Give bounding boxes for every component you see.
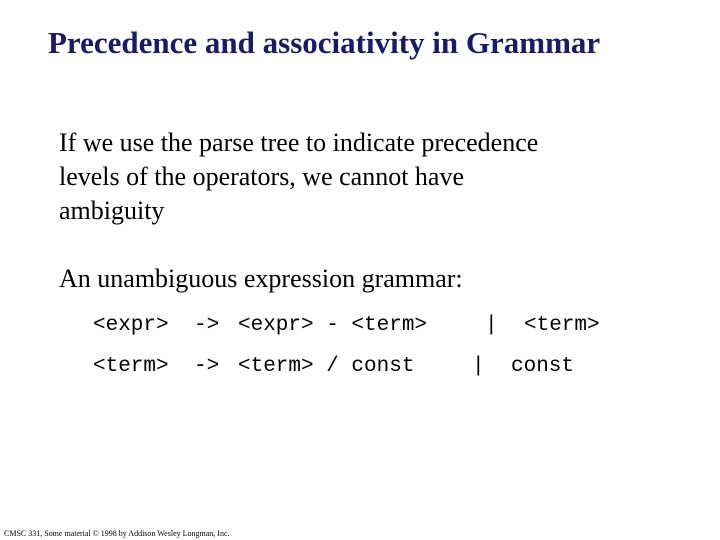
rule-alternative-2: <term> <box>524 314 600 337</box>
rule-lhs: <expr> <box>93 314 169 337</box>
rule-lhs: <term> <box>93 355 169 378</box>
rule-separator: | <box>485 314 498 337</box>
slide-title: Precedence and associativity in Grammar <box>48 25 601 60</box>
rule-alternative-1: <term> / const <box>238 355 415 378</box>
rule-arrow: -> <box>194 314 220 337</box>
rule-arrow: -> <box>194 355 220 378</box>
bullet-line: If we use the parse tree to indicate precedence <box>59 128 539 157</box>
bullet-line: An unambiguous expression grammar: <box>59 264 463 293</box>
rule-alternative-2: const <box>511 355 575 378</box>
bullet-paragraph-grammar-intro <box>59 262 463 296</box>
bullet-line: ambiguity <box>59 196 165 225</box>
rule-separator: | <box>472 355 485 378</box>
bullet-line: levels of the operators, we cannot have <box>59 162 465 191</box>
rule-alternative-1: <expr> - <term> <box>238 314 428 337</box>
bullet-paragraph-precedence <box>59 126 538 228</box>
copyright-footer: CMSC 331, Some material © 1998 by Addison Wesley Longman, Inc. <box>4 529 230 538</box>
